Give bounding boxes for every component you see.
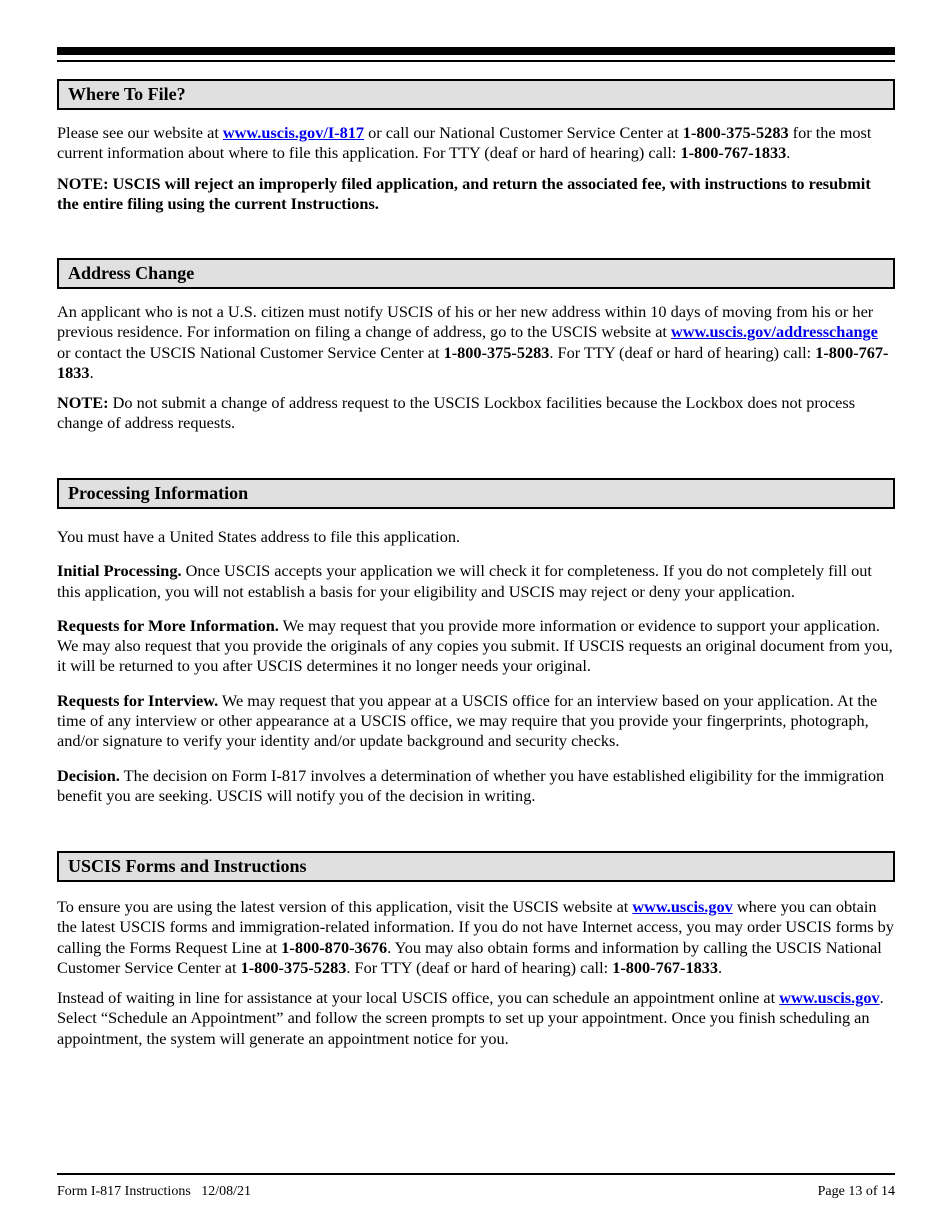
section-header-where-to-file: Where To File?: [57, 79, 895, 110]
appointment-paragraph: Instead of waiting in line for assistance at your local USCIS office, you can schedule an appointment online at www.uscis.gov. Select “Schedule an Appointment” and follow the screen prompts to set up your appointment. Once you finish scheduling an appointment, the system will generate an appointment notice for you.: [57, 988, 884, 1048]
section-forms-and-instructions: [57, 851, 895, 1049]
section-header-forms-and-instructions: USCIS Forms and Instructions: [57, 851, 895, 882]
initial-processing-paragraph: Initial Processing. Once USCIS accepts your application we will check it for completeness. If you do not completely fill out this application, you will not establish a basis for your eligibility and USCIS may reject or deny your application.: [57, 561, 872, 601]
section-header-address-change: Address Change: [57, 258, 895, 289]
forms-request-phone: 1-800-870-3676: [281, 937, 388, 957]
ncsc-phone: 1-800-375-5283: [240, 957, 347, 977]
footer-rule: [57, 1173, 895, 1175]
uscis-i817-link[interactable]: www.uscis.gov/I-817: [222, 123, 365, 142]
tty-phone: 1-800-767-1833: [680, 143, 787, 163]
address-change-link[interactable]: www.uscis.gov/addresschange: [671, 322, 878, 342]
ncsc-phone: 1-800-375-5283: [682, 123, 789, 142]
ncsc-phone: 1-800-375-5283: [443, 342, 550, 362]
where-to-file-paragraph: Please see our website at www.uscis.gov/I-817 or call our National Customer Service Center at 1-800-375-5283 for the most current information about where to file this application. For TTY (deaf or hard of hearing) call: 1-800-767-1833.: [57, 123, 872, 163]
tty-phone: 1-800-767-1833: [612, 957, 719, 977]
top-thin-rule: [57, 60, 895, 62]
where-to-file-note: NOTE: USCIS will reject an improperly filed application, and return the associated fee, with instructions to resubmit the entire filing using the current Instructions.: [57, 173, 871, 213]
processing-intro: You must have a United States address to file this application.: [57, 527, 461, 546]
section-where-to-file: [57, 79, 895, 214]
top-thick-rule: [57, 47, 895, 55]
forms-paragraph: To ensure you are using the latest version of this application, visit the USCIS website at www.uscis.gov where you can obtain the latest USCIS forms and immigration-related information. If you do not have Internet access, you may order USCIS forms by calling the Forms Request Line at 1-800-870-3676. You may also obtain forms and information by calling the USCIS National Customer Service Center at 1-800-375-5283. For TTY (deaf or hard of hearing) call: 1-800-767-1833.: [57, 897, 894, 977]
footer-page-number: Page 13 of 14: [817, 1184, 895, 1199]
section-header-processing-information: Processing Information: [57, 478, 895, 509]
section-processing-information: [57, 478, 895, 806]
footer-form-id: Form I-817 Instructions 12/08/21: [57, 1184, 252, 1199]
tty-phone: 1-800-767-1833: [57, 342, 889, 382]
address-change-note: NOTE: Do not submit a change of address request to the USCIS Lockbox facilities because the Lockbox does not process change of address requests.: [57, 393, 856, 433]
interview-paragraph: Requests for Interview. We may request that you appear at a USCIS office for an interview based on your application. At the time of any interview or other appearance at a USCIS office, we may require that you provide your fingerprints, photograph, and/or signature to verify your identity and/or update background and security checks.: [57, 690, 878, 751]
uscis-link[interactable]: www.uscis.gov: [632, 897, 733, 916]
uscis-appointment-link[interactable]: www.uscis.gov: [779, 988, 880, 1008]
more-information-paragraph: Requests for More Information. We may request that you provide more information or evidence to support your application. We may also request that you provide the originals of any copies you submit. If USCIS requests an original document from you, it will be returned to you after USCIS determines it no longer needs your original.: [57, 615, 893, 676]
decision-paragraph: Decision. The decision on Form I-817 involves a determination of whether you have established eligibility for the immigration benefit you are seeking. USCIS will notify you of the decision in writing.: [57, 765, 885, 805]
address-change-paragraph: An applicant who is not a U.S. citizen must notify USCIS of his or her new address within 10 days of moving from his or her previous residence. For information on filing a change of address, go to the USCIS website at www.uscis.gov/addresschange or contact the USCIS National Customer Service Center at 1-800-375-5283. For TTY (deaf or hard of hearing) call: 1-800-767-1833.: [57, 302, 889, 382]
section-address-change: [57, 258, 895, 434]
